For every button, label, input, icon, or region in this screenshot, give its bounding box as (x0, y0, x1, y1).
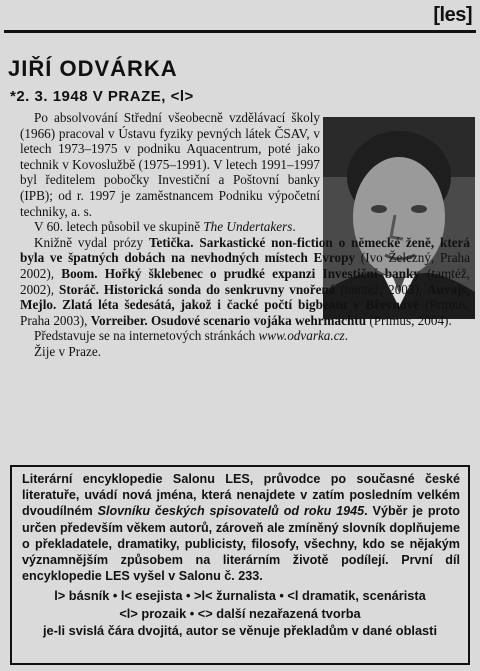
publication-info: (tamtéž, 2002), (20, 265, 470, 297)
intro-text: Literární encyklopedie Salonu LES, průvodce po současné české literatuře, uvádí nová jména, která nenajdete v zatím posledním velkém dvoudílném (22, 472, 460, 519)
symbol-legend (12, 587, 468, 640)
header-rule (4, 30, 476, 33)
info-intro (22, 471, 460, 584)
publication-info: Knižně vydal prózy (34, 234, 149, 250)
publication-info: (Ivo Železný, Praha 2002), (20, 250, 471, 281)
section-tag: [les] (433, 4, 472, 26)
legend-line-1: l> básník • l< esejista • >l< žurnalista • <l dramatik, scenárista (54, 588, 426, 603)
bio-paragraph-3 (20, 235, 470, 329)
biography (20, 110, 471, 360)
bio-paragraph-5: Žije v Praze. (34, 343, 102, 359)
dictionary-title: Slovníku českých spisovatelů od roku 1945 (97, 504, 365, 519)
bio-paragraph-1: Po absolvování Střední všeobecně vzdělávací školy (1966) pracoval v Ústavu fyziky pevných látek ČSAV, v letech 1973–1975 v podniku Aquacentrum, poté jako technik v Kovoslužbě (1975–1991). V letech 1991–1997 byl ředitelem pobočky Investiční a Poštovní banky (IPB); od r. 1997 je zaměstnancem Podniku výpočetní techniky, a. s. (20, 110, 320, 219)
website-link[interactable]: www.odvarka.cz (258, 328, 345, 344)
band-name: The Undertakers (203, 219, 293, 235)
intro-text: . Výběr je proto určen především věkem autorů, zároveň ale zmíněný slovník doplňujeme o překladatele, dramatiky, publicisty, filosofy, všechny, kdo se nějakým významnějším způsobem na literárním životě podílejí. První díl encyklopedie LES vyšel v Salonu č. 233. (22, 504, 460, 584)
publication-info: (Primus, Praha 2003), (20, 297, 471, 328)
bio-paragraph-2 (20, 219, 320, 235)
legend-line-3: je-li svislá čára dvojitá, autor se věnuje překladům v dané oblasti (42, 623, 437, 638)
book-title: Boom. Hořký šklebenec o prudké expanzi Investiční banky (61, 265, 420, 281)
publication-info: (Primus, 2004). (366, 312, 452, 328)
bio-text: V 60. letech působil ve skupině (34, 219, 204, 235)
book-title: Auvajs, Mejlo. Zlatá léta šedesátá, jakož i čacké počtí bigbeatu v Břevnově (20, 281, 470, 313)
bio-paragraph-4 (20, 328, 470, 344)
bio-text: Představuje se na internetových stránkách (34, 328, 259, 344)
publication-info: (tamtéž, 2003), (335, 281, 428, 297)
book-title: Storáč. Historická sonda do senkruvny vnořená (59, 281, 336, 297)
bio-text: . (292, 219, 296, 235)
encyclopedia-info-box (10, 465, 470, 665)
legend-line-2: <l> prozaik • <> další nezařazená tvorba (119, 605, 361, 621)
bio-text: . (344, 328, 348, 344)
book-title: Vorreiber. Osudové scenario vojáka wehrmachtu (90, 312, 367, 328)
author-birth: *2. 3. 1948 V PRAZE, <l> (10, 88, 194, 105)
author-name: JIŘÍ ODVÁRKA (8, 56, 178, 81)
book-title: Tetička. Sarkastické non-fiction o německé ženě, která byla ve špatných dobách na nevhodných místech Evropy (20, 234, 471, 266)
